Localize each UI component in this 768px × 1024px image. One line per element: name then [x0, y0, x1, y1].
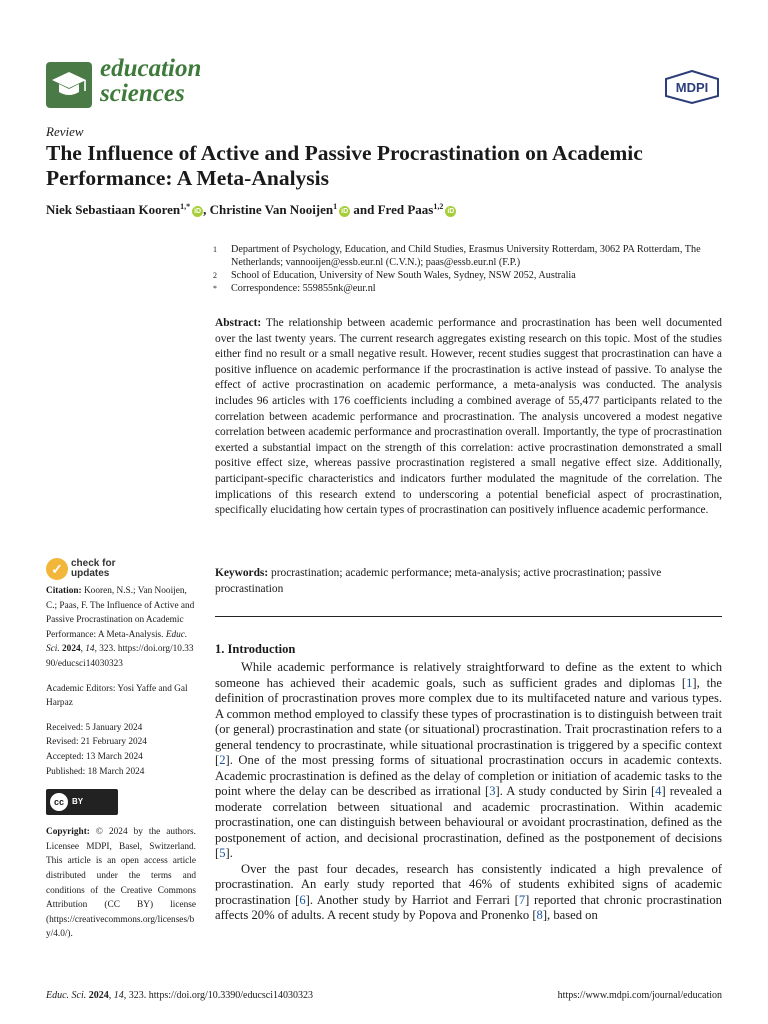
journal-logo — [46, 55, 246, 108]
orcid-icon[interactable]: iD — [194, 208, 202, 215]
reference-link[interactable]: 2 — [219, 753, 226, 767]
reference-link[interactable]: 5 — [219, 846, 226, 860]
paragraph-text: ]. Another study by Harriot and Ferrari [ — [305, 892, 519, 907]
footer-journal-url[interactable]: https://www.mdpi.com/journal/education — [557, 990, 722, 1001]
check-updates-line2: updates — [71, 568, 110, 579]
journal-name-line2: sciences — [100, 80, 185, 107]
abstract-text: The relationship between academic performance and procrastination has been well documented over the last twenty years. The current research aggregates existing research on this topic. Most of the studies either find no result or a small negative result. However, recent studies suggest that procrastination can have a positive influence on academic performance if the procrastination is active instead of passive. To analyse the effect of active procrastination on academic performance, a meta-analysis was conducted. The analysis includes 96 articles with 176 coefficients including a combined average of 55,477 participants related to the correlation between academic performance and procrastination. The analysis uncovered a modest negative correlation between academic performance and procrastination overall. Importantly, the type of procrastination exerted a substantial impact on the strength of this correlation: active procrastination demonstrated a small positive effect size, whereas passive procrastination registered a small negative effect size. Additionally, participant-specific characteristics and indicators further modulated the magnitude of the correlation. The implications of this research extend to underscoring a potential beneficial aspect of procrastination, specifically elucidating how certain types of procrastination can positively influence academic performance. — [215, 317, 722, 517]
reference-link[interactable]: 3 — [489, 784, 496, 798]
publication-dates — [46, 721, 196, 779]
author-name: Niek Sebastiaan Kooren — [46, 202, 181, 217]
copyright-label: Copyright: — [46, 827, 90, 838]
affiliation-item — [213, 282, 733, 295]
copyright-text: © 2024 by the authors. Licensee MDPI, Basel, Switzerland. This article is an open access article distributed under the terms and conditions of the Creative Commons Attribution (CC BY) license (https://creativecommons.org/licenses/by/4.0/). — [46, 827, 196, 940]
accepted-date: Accepted: 13 March 2024 — [46, 751, 143, 762]
paragraph-text: ], based on — [542, 908, 598, 922]
footer-doi: , 323. https://doi.org/10.3390/educsci14030323 — [123, 990, 314, 1001]
affiliations — [213, 243, 733, 295]
paragraph-text: ]. One of the most pressing forms of situational procrastination occurs in academic contexts. Academic procrastination is defined as the delay of completion or initiation of academic tasks to the point where the delay can be described as irrational [ — [215, 753, 722, 798]
orcid-icon[interactable]: iD — [447, 208, 455, 215]
paragraph-text: ] revealed a moderate correlation between situational and academic procrastination. Within academic procrastination, one can distinguish between behavioural or avoidant procrastination, defined as the postponement of action, and decisional procrastination, defined as the postponement of decisions [ — [215, 784, 722, 860]
affiliation-mark: * — [213, 284, 217, 293]
affiliation-item — [213, 269, 733, 282]
affiliation-mark: 1 — [213, 245, 217, 254]
footer-volume: 14 — [113, 990, 124, 1001]
section-heading: 1. Introduction — [215, 642, 296, 656]
paragraph-text: Over the past four decades, research has consistently indicated a high prevalence of procrastination. An early study reported that 46% of students exhibited signs of academic procrastination [ — [215, 861, 722, 907]
publisher-name: MDPI — [675, 80, 709, 95]
intro-paragraph — [215, 660, 722, 862]
article-info-sidebar — [46, 584, 196, 952]
published-date: Published: 18 March 2024 — [46, 766, 145, 777]
revised-date: Revised: 21 February 2024 — [46, 737, 147, 748]
paragraph-text: ] reported that chronic procrastination affects 20% of adults. A recent study by Popova and Pronenko [ — [215, 892, 722, 922]
reference-link[interactable]: 4 — [655, 784, 662, 798]
reference-link[interactable]: 6 — [299, 892, 306, 907]
graduation-cap-icon — [46, 62, 92, 108]
orcid-icon[interactable]: iD — [341, 208, 349, 215]
checkmark-icon: ✓ — [46, 558, 68, 580]
author-affiliation-mark: 1 — [333, 202, 338, 211]
author-name: Christine Van Nooijen — [209, 202, 334, 217]
journal-name — [100, 56, 201, 106]
check-updates-line1: check for — [71, 558, 116, 569]
check-for-updates-badge[interactable] — [46, 558, 166, 582]
creative-commons-icon: cc — [50, 793, 68, 811]
cc-by-license-badge[interactable] — [46, 789, 118, 815]
author-separator: , — [203, 202, 210, 217]
citation-page: , 323. — [94, 644, 116, 655]
keywords-text: procrastination; academic performance; meta-analysis; active procrastination; passive procrastination — [215, 567, 662, 595]
footer-citation: Educ. Sci. 2024, 14, 323. https://doi.org/10.3390/educsci14030323 — [46, 990, 314, 1001]
reference-link[interactable]: 8 — [536, 908, 543, 922]
abstract — [215, 316, 722, 519]
article-type: Review — [46, 124, 84, 139]
correspondence-text: Correspondence: 559855nk@eur.nl — [231, 283, 376, 294]
keywords — [215, 566, 722, 597]
copyright-block — [46, 825, 196, 942]
citation-volume: 14 — [85, 644, 95, 655]
footer-journal: Educ. Sci. — [46, 990, 87, 1001]
author-separator: and — [350, 202, 378, 217]
citation-doi-link[interactable]: https://doi.org/10.3390/educsci14030323 — [46, 644, 194, 669]
mdpi-logo — [664, 70, 720, 104]
affiliation-item — [213, 243, 733, 269]
paragraph-text: ]. — [225, 846, 233, 860]
intro-paragraph — [215, 862, 722, 924]
keywords-label: Keywords: — [215, 567, 269, 579]
received-date: Received: 5 January 2024 — [46, 722, 143, 733]
citation-journal: Educ. Sci. — [46, 629, 188, 655]
intro-body — [215, 660, 722, 924]
author-affiliation-mark: 1,* — [180, 202, 191, 211]
citation-label: Citation: — [46, 586, 82, 596]
affiliation-text: Department of Psychology, Education, and Child Studies, Erasmus University Rotterdam, 3062 PA Rotterdam, The Netherlands; vannooijen@essb.eur.nl (C.V.N.); paas@essb.eur.nl (F.P.) — [231, 244, 701, 268]
paragraph-text: ]. A study conducted by Sirin [ — [495, 784, 656, 798]
author-affiliation-mark: 1,2 — [433, 202, 444, 211]
reference-link[interactable]: 7 — [518, 892, 526, 907]
citation-block: Citation: Kooren, N.S.; Van Nooijen, C.; Paas, F. The Influence of Active and Passive Procrastination on Academic Performance: A Meta-Analysis. Educ. Sci. 2024, 14, 323. https://doi.org/10.3390/educsci14030323 — [46, 586, 195, 669]
journal-name-line1: education — [100, 55, 202, 82]
attribution-icon: BY — [72, 796, 84, 806]
citation-year: 2024 — [62, 644, 81, 655]
section-divider — [215, 616, 722, 617]
affiliation-text: School of Education, University of New South Wales, Sydney, NSW 2052, Australia — [231, 270, 576, 281]
paragraph-text: ], the definition of procrastination proves more complex due to its multifaceted nature and various types. A common method employed to classify these types of procrastination is to distinguish between trait (or general) procrastination and state (or situational) procrastination. Trait procrastination refers to a general tendency to procrastinate, while situational procrastination is triggered by a specific context [ — [215, 675, 722, 767]
author-list — [46, 202, 456, 218]
paragraph-text: While academic performance is relatively straightforward to define as the extent to which someone has achieved their academic goals, such as sufficient grades and diplomas [ — [215, 660, 722, 690]
citation-text: Kooren, N.S.; Van Nooijen, C.; Paas, F. The Influence of Active and Passive Procrastination on Academic Performance: A Meta-Analysis. — [46, 586, 195, 640]
academic-editors: Academic Editors: Yosi Yaffe and Gal Harpaz — [46, 683, 188, 709]
author-name: Fred Paas — [377, 202, 434, 217]
footer-year: 2024 — [88, 990, 109, 1001]
abstract-label: Abstract: — [215, 317, 262, 329]
affiliation-mark: 2 — [213, 271, 217, 280]
reference-link[interactable]: 1 — [686, 675, 693, 690]
license-badge-row — [46, 789, 196, 815]
article-title: The Influence of Active and Passive Procrastination on Academic Performance: A Meta-Analysis — [46, 141, 643, 190]
